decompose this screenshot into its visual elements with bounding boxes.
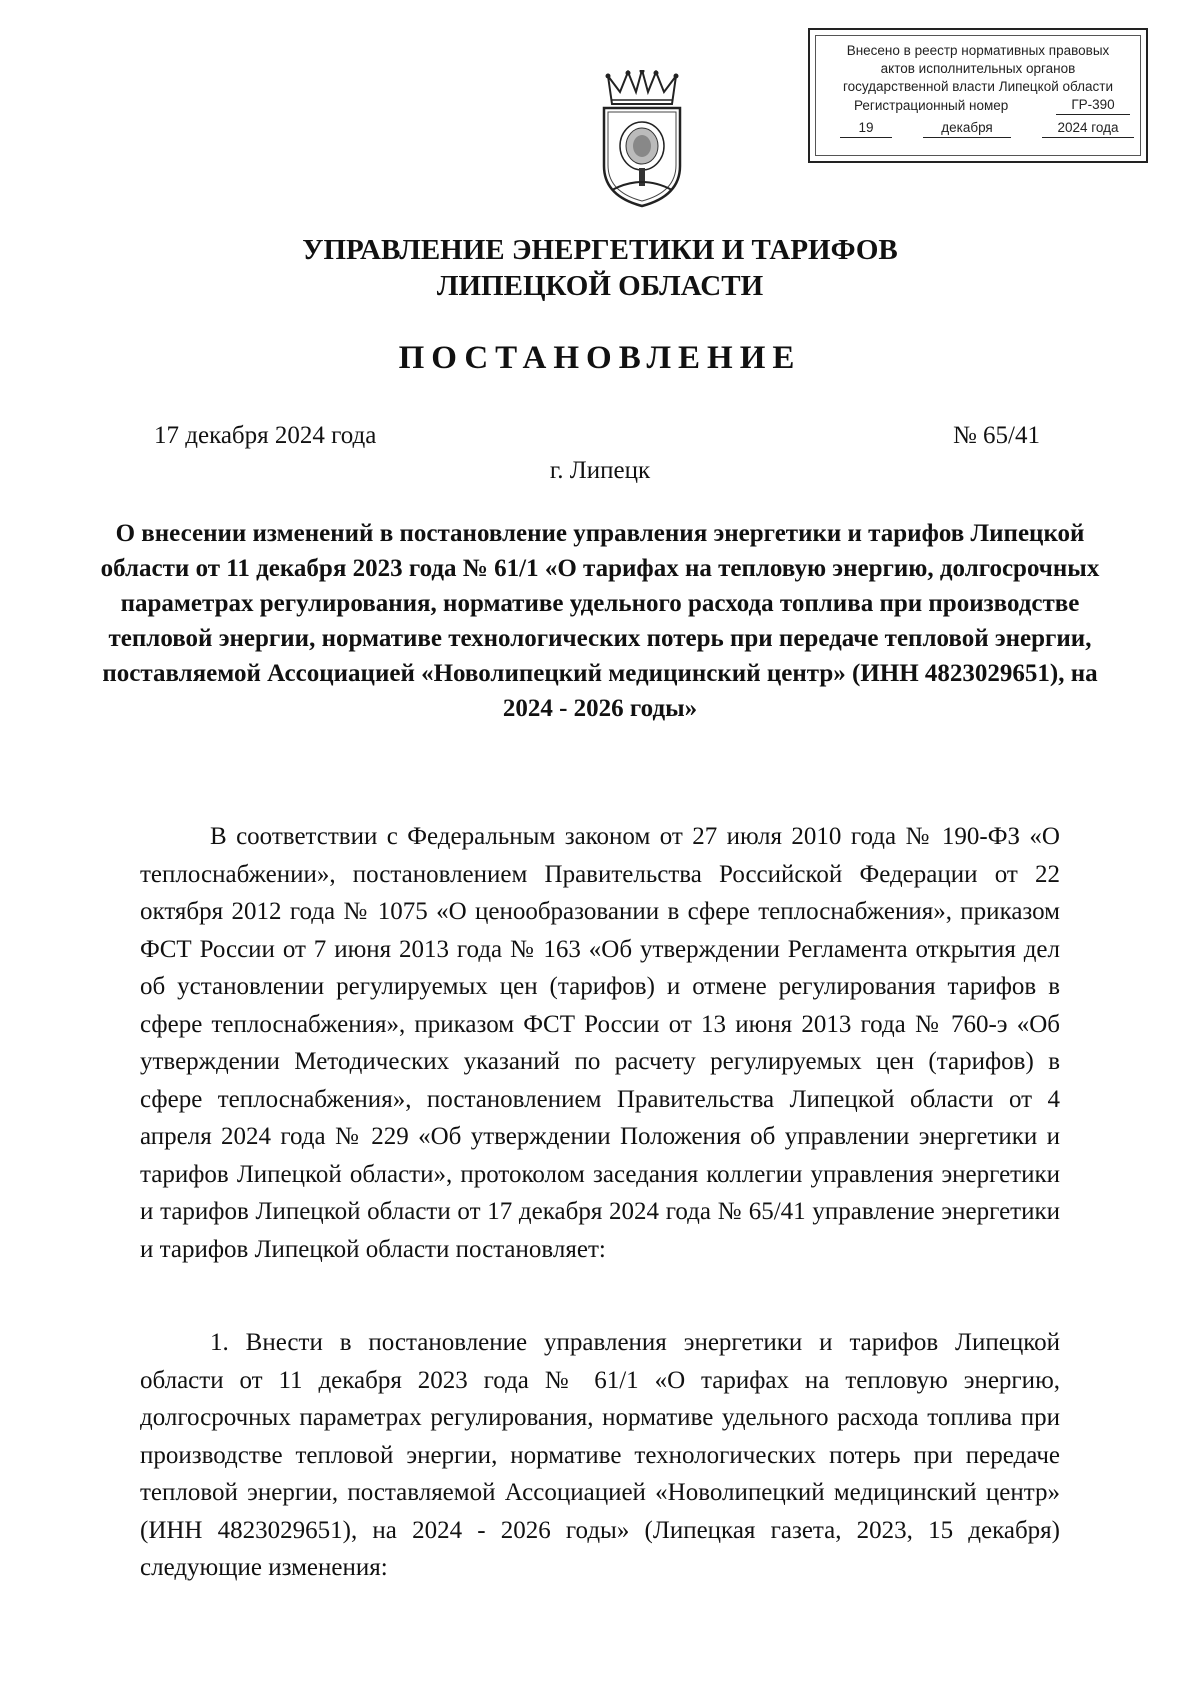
organization-name xyxy=(0,232,1200,304)
stamp-line-2: актов исполнительных органов xyxy=(880,61,1076,76)
organization-name-line-1: УПРАВЛЕНИЕ ЭНЕРГЕТИКИ И ТАРИФОВ xyxy=(302,234,898,266)
body-paragraph-1: В соответствии с Федеральным законом от 27 июля 2010 года № 190-ФЗ «О теплоснабжении», постановлением Правительства Российской Федерации от 22 октября 2012 года № 1075 «О ценообразовании в сфере теплоснабжения», приказом ФСТ России от 7 июня 2013 года № 163 «Об утверждении Регламента открытия дел об установлении регулируемых цен (тарифов) и отмене регулирования тарифов в сфере теплоснабжения», приказом ФСТ России от 13 июня 2013 года № 760-э «Об утверждении Методических указаний по расчету регулируемых цен (тарифов) в сфере теплоснабжения», постановлением Правительства Липецкой области от 4 апреля 2024 года № 229 «Об утверждении Положения об управлении энергетики и тарифов Липецкой области», протоколом заседания коллегии управления энергетики и тарифов Липецкой области от 17 декабря 2024 года № 65/41 управление энергетики и тарифов Липецкой области постановляет: xyxy=(140,823,1060,1263)
stamp-line-1: Внесено в реестр нормативных правовых xyxy=(846,43,1110,58)
document-type: ПОСТАНОВЛЕНИЕ xyxy=(398,340,802,376)
registry-stamp xyxy=(808,28,1148,163)
stamp-reg-row xyxy=(822,96,1134,115)
body-paragraph-2: 1. Внести в постановление управления энергетики и тарифов Липецкой области от 11 декабря 2023 года № 61/1 «О тарифах на тепловую энергию, долгосрочных параметрах регулирования, нормативе удельного расхода топлива при производстве тепловой энергии, нормативе технологических потерь при передаче тепловой энергии, поставляемой Ассоциацией «Новолипецкий медицинский центр» (ИНН 4823029651), на 2024 - 2026 годы» (Липецкая газета, 2023, 15 декабря) следующие изменения: xyxy=(140,1329,1060,1581)
stamp-date-row xyxy=(822,115,1134,138)
stamp-reg-number: ГР-390 xyxy=(1056,96,1130,115)
registry-stamp-inner xyxy=(815,35,1141,156)
stamp-year: 2024 года xyxy=(1042,119,1134,138)
document-number: № 65/41 xyxy=(952,422,1040,449)
organization-name-line-2: ЛИПЕЦКОЙ ОБЛАСТИ xyxy=(436,270,764,302)
stamp-line-3: государственной власти Липецкой области xyxy=(842,79,1114,94)
document-date: 17 декабря 2024 года xyxy=(154,422,377,449)
coat-of-arms-icon xyxy=(598,70,686,210)
document-title: О внесении изменений в постановление управления энергетики и тарифов Липецкой области от 11 декабря 2023 года № 61/1 «О тарифах на тепловую энергию, долгосрочных параметрах регулирования, нормативе удельного расхода топлива при производстве тепловой энергии, нормативе технологических потерь при передаче тепловой энергии, поставляемой Ассоциацией «Новолипецкий медицинский центр» (ИНН 4823029651), на 2024 - 2026 годы» xyxy=(100,520,1100,722)
stamp-reg-label: Регистрационный номер xyxy=(854,98,1009,113)
stamp-day: 19 xyxy=(840,119,892,138)
stamp-month: декабря xyxy=(923,119,1011,138)
document-city: г. Липецк xyxy=(549,457,651,484)
